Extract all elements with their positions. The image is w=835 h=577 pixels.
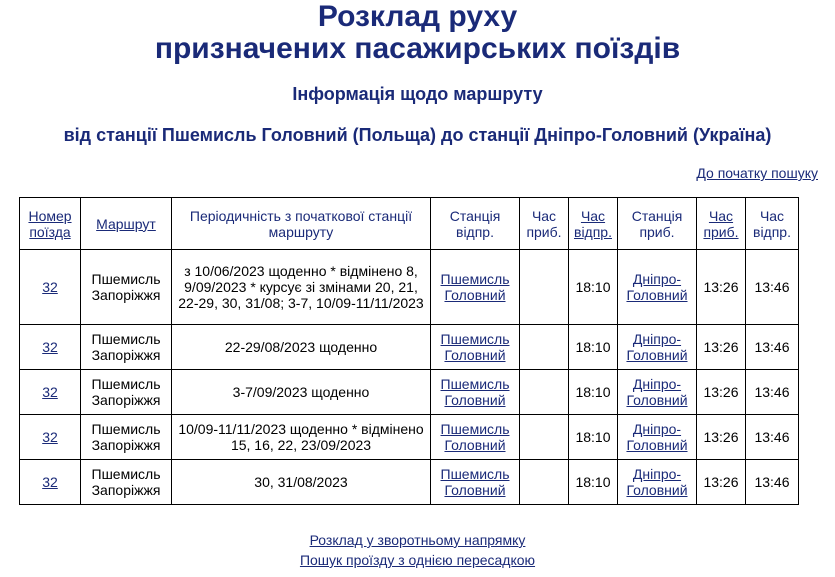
route-cell: Пшемисль Запоріжжя	[81, 415, 172, 460]
sort-arr-time-link-2[interactable]: Час приб.	[703, 207, 739, 240]
train-number-link[interactable]: 32	[42, 279, 58, 295]
train-number-link[interactable]: 32	[42, 429, 58, 445]
page-subtitle: Інформація щодо маршруту	[292, 84, 543, 104]
route-info: від станції Пшемисль Головний (Польща) до станції Дніпро-Головний (Україна)	[63, 125, 772, 145]
arr-time-cell: 13:26	[697, 415, 746, 460]
period-cell: 22-29/08/2023 щоденно	[172, 325, 431, 370]
table-row	[20, 460, 799, 505]
train-number-link[interactable]: 32	[42, 384, 58, 400]
arr-station-header: Станція приб.	[618, 198, 697, 250]
dep-time-cell: 13:46	[746, 460, 799, 505]
arr-station-link[interactable]: Дніпро-Головний	[626, 421, 688, 453]
dep-time-cell: 13:46	[746, 250, 799, 325]
arr-time-cell: 13:26	[697, 325, 746, 370]
period-cell: 10/09-11/11/2023 щоденно * відмінено 15, 16, 22, 23/09/2023	[172, 415, 431, 460]
train-number-link[interactable]: 32	[42, 474, 58, 490]
dep-station-link[interactable]: Пшемисль Головний	[440, 376, 510, 408]
arr-time-cell: 13:26	[697, 370, 746, 415]
page-title-line2: призначених пасажирських поїздів	[154, 32, 681, 65]
arr-time-cell	[520, 415, 569, 460]
dep-time-cell: 13:46	[746, 325, 799, 370]
route-cell: Пшемисль Запоріжжя	[81, 325, 172, 370]
train-number-link[interactable]: 32	[42, 339, 58, 355]
table-header-row	[20, 198, 799, 250]
dep-time-cell: 18:10	[569, 415, 618, 460]
dep-time-header-2: Час відпр.	[746, 198, 799, 250]
dep-station-link[interactable]: Пшемисль Головний	[440, 421, 510, 453]
dep-time-cell: 18:10	[569, 460, 618, 505]
arr-time-cell	[520, 460, 569, 505]
arr-station-link[interactable]: Дніпро-Головний	[626, 466, 688, 498]
bottom-links	[0, 530, 835, 570]
sort-route-link[interactable]: Маршрут	[96, 215, 156, 232]
period-cell: з 10/06/2023 щоденно * відмінено 8, 9/09/2023 * курсує зі змінами 20, 21, 22-29, 30, 31/08; 3-7, 10/09-11/11/2023	[172, 250, 431, 325]
page-title-line1: Розклад руху	[317, 0, 518, 33]
arr-station-link[interactable]: Дніпро-Головний	[626, 331, 688, 363]
dep-station-link[interactable]: Пшемисль Головний	[440, 466, 510, 498]
table-row	[20, 415, 799, 460]
period-cell: 3-7/09/2023 щоденно	[172, 370, 431, 415]
dep-time-cell: 18:10	[569, 325, 618, 370]
arr-time-cell	[520, 250, 569, 325]
sort-train-number-link[interactable]: Номер поїзда	[28, 207, 72, 240]
route-cell: Пшемисль Запоріжжя	[81, 250, 172, 325]
dep-station-header: Станція відпр.	[431, 198, 520, 250]
dep-time-cell: 18:10	[569, 370, 618, 415]
back-to-search-link[interactable]: До початку пошуку	[696, 165, 818, 181]
arr-station-link[interactable]: Дніпро-Головний	[626, 271, 688, 303]
sort-dep-time-link-1[interactable]: Час відпр.	[574, 207, 612, 240]
dep-time-cell: 13:46	[746, 370, 799, 415]
table-row	[20, 370, 799, 415]
arr-time-cell: 13:26	[697, 250, 746, 325]
dep-time-cell: 13:46	[746, 415, 799, 460]
table-row	[20, 250, 799, 325]
arr-station-link[interactable]: Дніпро-Головний	[626, 376, 688, 408]
arr-time-cell	[520, 325, 569, 370]
table-row	[20, 325, 799, 370]
dep-station-link[interactable]: Пшемисль Головний	[440, 271, 510, 303]
route-cell: Пшемисль Запоріжжя	[81, 460, 172, 505]
transfer-search-link[interactable]: Пошук проїзду з однією пересадкою	[299, 552, 536, 568]
schedule-table	[19, 197, 799, 505]
dep-time-cell: 18:10	[569, 250, 618, 325]
reverse-direction-link[interactable]: Розклад у зворотньому напрямку	[309, 532, 526, 548]
period-header: Періодичність з початкової станції маршруту	[172, 198, 431, 250]
route-cell: Пшемисль Запоріжжя	[81, 370, 172, 415]
arr-time-cell: 13:26	[697, 460, 746, 505]
arr-time-cell	[520, 370, 569, 415]
dep-station-link[interactable]: Пшемисль Головний	[440, 331, 510, 363]
arr-time-header-1: Час приб.	[520, 198, 569, 250]
period-cell: 30, 31/08/2023	[172, 460, 431, 505]
